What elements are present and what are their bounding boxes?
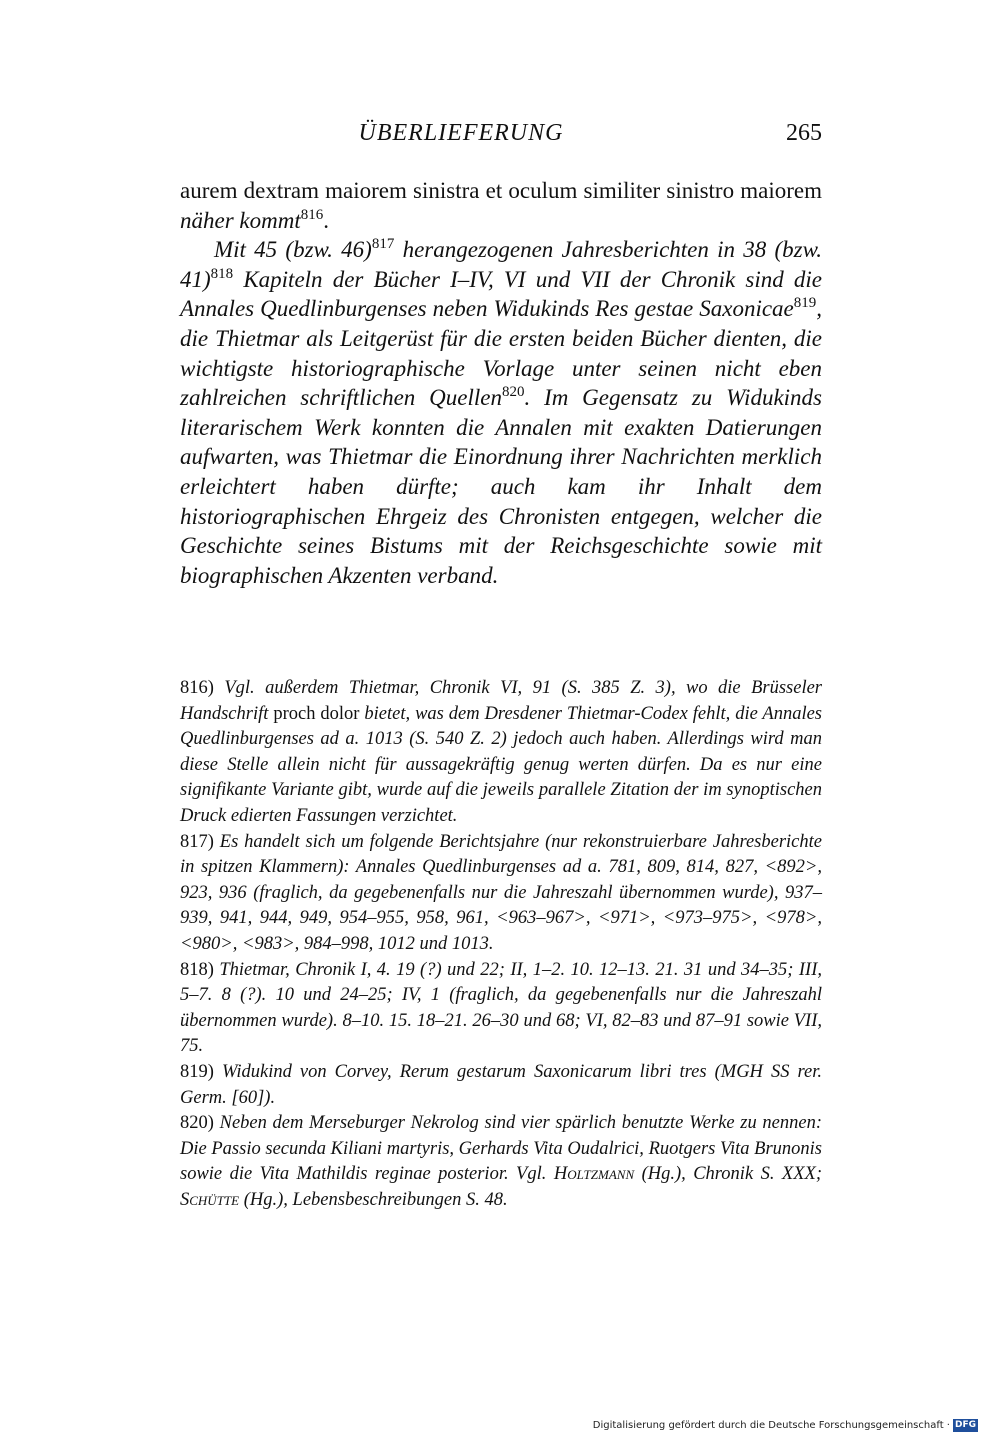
footnote-text: Vgl. außerdem Thietmar, Chronik VI, 91 (S. 385 Z. 3), wo die Brüsseler Handschrift <box>180 678 822 724</box>
paragraph-1-italic: näher kommt <box>180 207 301 233</box>
footnote-number: 820) <box>180 1113 214 1134</box>
footnote-number: 817) <box>180 831 214 852</box>
footnote-818 <box>180 958 822 1060</box>
footnote-text: Neben dem Merseburger Nekrolog sind vier spärlich benutzte Werke zu nennen: Die Passio secunda Kiliani martyris, Gerhards Vita Oudalrici, Ruotgers Vita Brunonis sowie die Vita Mathildis reginae posterior. Vgl. <box>180 1113 822 1185</box>
footnote-ref-818[interactable]: 818 <box>210 265 234 282</box>
author-name: Schütte <box>180 1189 240 1210</box>
paragraph-1 <box>180 176 822 235</box>
paragraph-2-part-d: , die Thietmar als Leitgerüst für die ersten beiden Bücher dienten, die wichtigste historiographische Vorlage unter seinen nicht eben zahlreichen schriftlichen Quellen <box>180 296 822 411</box>
footnotes <box>180 676 822 1213</box>
paragraph-2-part-c: Kapiteln der Bücher I–IV, VI und VII der Chronik sind die Annales Quedlinburgenses neben Widukinds Res gestae Saxonicae <box>180 266 822 322</box>
footnote-number: 818) <box>180 959 214 980</box>
footnote-ref-820[interactable]: 820 <box>501 384 525 401</box>
footnote-817 <box>180 830 822 958</box>
footnote-text: Es handelt sich um folgende Berichtsjahre (nur rekonstruierbare Jahresberichte in spitzen Klammern): Annales Quedlinburgenses ad a. 781, 809, 814, 827, <892>, 923, 936 (fraglich, da gegebenenfalls nur die Jahreszahl übernommen wurde), 937–939, 941, 944, 949, 954–955, 958, 961, <963–967>, <971>, <973–975>, <978>, <980>, <983>, 984–998, 1012 und 1013. <box>180 831 822 954</box>
footnote-text: (Hg.), Chronik S. XXX; <box>634 1164 822 1185</box>
footnote-text: Thietmar, Chronik I, 4. 19 (?) und 22; II, 1–2. 10. 12–13. 21. 31 und 34–35; III, 5–7. 8 (?). 10 und 24–25; IV, 1 (fraglich, da gegebenenfalls nur die Jahreszahl übernommen wurde). 8–10. 15. 18–21. 26–30 und 68; VI, 82–83 und 87–91 sowie VII, 75. <box>180 959 822 1057</box>
footnote-text: Widukind von Corvey, Rerum gestarum Saxonicarum libri tres (MGH SS rer. Germ. [60]). <box>180 1061 822 1108</box>
footnote-819 <box>180 1060 822 1111</box>
main-text <box>180 176 822 590</box>
footnote-number: 816) <box>180 678 214 698</box>
footnote-ref-819[interactable]: 819 <box>793 295 817 312</box>
footnote-text: bietet, was dem Dresdener Thietmar-Codex fehlt, die Annales Quedlinburgenses ad a. 1013 (S. 540 Z. 2) jedoch auch haben. Allerdings wird man diese Stelle allein nicht für aussagekräftig genug werten dürfen. Da es nur eine signifikante Variante gibt, wurde auf die jeweils parallele Zitation der im synoptischen Druck edierten Fassungen verzichtet. <box>180 703 823 826</box>
footnote-816 <box>180 676 822 830</box>
footnote-ref-817[interactable]: 817 <box>371 236 395 253</box>
running-head <box>180 118 822 148</box>
digitization-credit <box>593 1417 978 1433</box>
author-name: Holtzmann <box>553 1164 635 1185</box>
running-title: ÜBERLIEFERUNG <box>358 120 564 146</box>
paragraph-2-part-e: . Im Gegensatz zu Widukinds literarischem Werk konnten die Annalen mit exakten Datierungen aufwarten, was Thietmar die Einordnung ihrer Nachrichten merklich erleichtert haben dürfte; auch kam ihr Inhalt dem historiographischen Ehrgeiz des Chronisten entgegen, welcher die Geschichte seines Bistums mit der Reichsgeschichte sowie mit biographischen Akzenten verband. <box>180 385 822 588</box>
footnote-text: (Hg.), Lebensbeschreibungen S. 48. <box>239 1189 508 1210</box>
paragraph-1-end: . <box>323 207 329 233</box>
paragraph-2-part-b: herangezogenen Jahresberichten in 38 (bzw. 41) <box>180 237 822 292</box>
page-number: 265 <box>786 120 822 146</box>
paragraph-2-part-a: Mit 45 (bzw. 46) <box>214 237 372 263</box>
footnote-quote: proch dolor <box>273 703 360 724</box>
credit-text: Digitalisierung gefördert durch die Deutsche Forschungsgemeinschaft · <box>592 1419 950 1431</box>
paragraph-2 <box>180 235 822 590</box>
footnote-820 <box>180 1111 822 1213</box>
paragraph-1-text: aurem dextram maiorem sinistra et oculum similiter sinistro maiorem <box>180 178 822 203</box>
dfg-logo-icon: DFG <box>954 1419 976 1430</box>
footnote-number: 819) <box>180 1061 214 1082</box>
footnote-ref-816[interactable]: 816 <box>300 206 324 223</box>
